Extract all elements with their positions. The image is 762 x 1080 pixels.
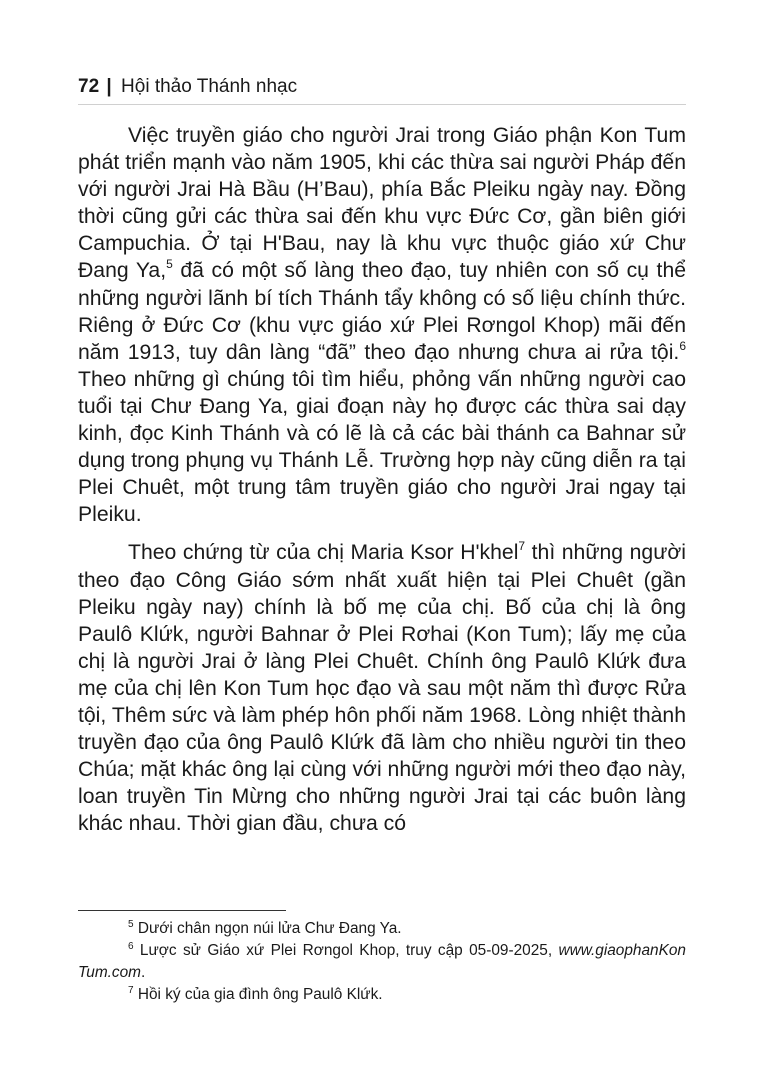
footnote-number: 7 — [128, 985, 134, 996]
paragraph-1-part-3: Theo những gì chúng tôi tìm hiểu, phỏng vấn những người cao tuổi tại Chư Đang Ya, giai đoạn này họ được các thừa sai dạy kinh, đọc Kinh Thánh và có lẽ là cả các bài thánh ca Bahnar sử dụng trong phụng vụ Thánh Lễ. Trường hợp này cũng diễn ra tại Plei Chuêt, một trung tâm truyền giáo cho người Jrai ngay tại Pleiku. — [78, 367, 686, 527]
footnote-number: 6 — [128, 941, 134, 952]
footnote-7 — [78, 984, 686, 1006]
footnote-ref-7[interactable]: 7 — [518, 539, 526, 554]
header-separator: | — [106, 76, 112, 97]
paragraph-2 — [78, 539, 686, 837]
footnote-number: 5 — [128, 919, 134, 930]
footnotes — [78, 918, 686, 1006]
footnote-ref-6[interactable]: 6 — [679, 338, 686, 353]
footnote-5 — [78, 918, 686, 940]
footnote-text-end: . — [141, 964, 146, 981]
paragraph-1 — [78, 122, 686, 528]
paragraph-1-part-2: đã có một số làng theo đạo, tuy nhiên con số cụ thể những người lãnh bí tích Thánh tẩy không có số liệu chính thức. Riêng ở Đức Cơ (khu vực giáo xứ Plei Rơngol Khop) mãi đến năm 1913, tuy dân làng “đã” theo đạo nhưng chưa ai rửa tội. — [78, 259, 687, 364]
footnote-text: Dưới chân ngọn núi lửa Chư Đang Ya. — [133, 920, 402, 937]
page-number: 72 — [78, 76, 100, 97]
footnote-link[interactable]: www.giaophanKon Tum.com — [78, 942, 686, 981]
footnote-text: Lược sử Giáo xứ Plei Rơngol Khop, truy cập 05-09-2025, — [133, 942, 559, 959]
footnote-divider — [78, 910, 286, 911]
running-title: Hội thảo Thánh nhạc — [121, 76, 298, 97]
body-text — [78, 122, 686, 837]
paragraph-1-part-1: Việc truyền giáo cho người Jrai trong Giáo phận Kon Tum phát triển mạnh vào năm 1905, khi các thừa sai người Pháp đến với người Jrai Hà Bầu (H’Bau), phía Bắc Pleiku ngày nay. Đồng thời cũng gửi các thừa sai đến khu vực Đức Cơ, gần biên giới Campuchia. Ở tại H'Bau, nay là khu vực thuộc giáo xứ Chư Đang Ya, — [78, 124, 686, 283]
footnote-6 — [78, 940, 686, 984]
page-header — [78, 74, 686, 105]
footnote-text: Hồi ký của gia đình ông Paulô Klứk. — [133, 986, 383, 1003]
paragraph-2-part-1: Theo chứng từ của chị Maria Ksor H'khel — [128, 541, 519, 565]
footnote-ref-5[interactable]: 5 — [166, 257, 173, 272]
paragraph-2-part-2: thì những người theo đạo Công Giáo sớm nhất xuất hiện tại Plei Chuêt (gần Pleiku ngày nay) chính là bố mẹ của chị. Bố của chị là ông Paulô Klứk, người Bahnar ở Plei Rơhai (Kon Tum); lấy mẹ của chị là người Jrai ở làng Plei Chuêt. Chính ông Paulô Klứk đưa mẹ của chị lên Kon Tum học đạo và sau một năm thì được Rửa tội, Thêm sức và làm phép hôn phối năm 1968. Lòng nhiệt thành truyền đạo của ông Paulô Klứk đã làm cho nhiều người tin theo Chúa; mặt khác ông lại cùng với những người mới theo đạo này, loan truyền Tin Mừng cho những người Jrai tại các buôn làng khác nhau. Thời gian đầu, chưa có — [78, 541, 686, 836]
